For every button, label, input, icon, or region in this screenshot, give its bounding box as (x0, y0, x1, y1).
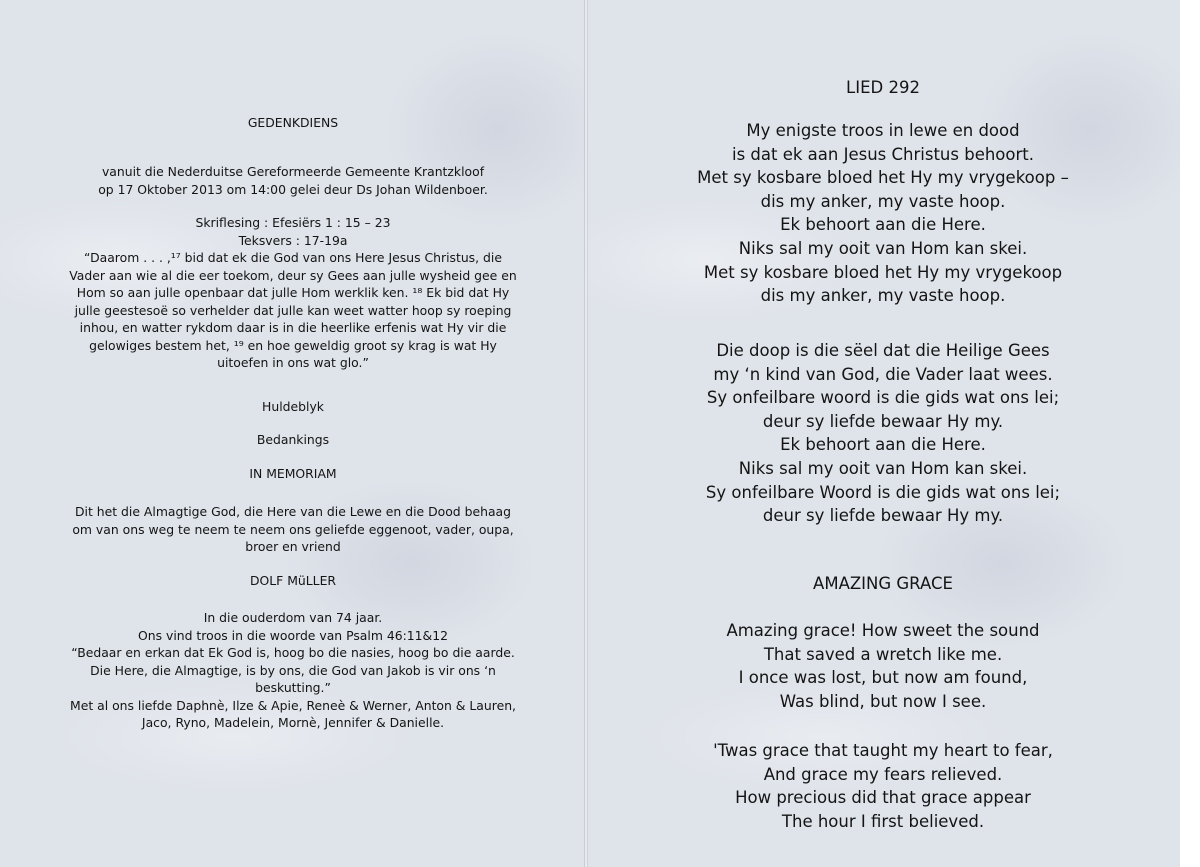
announcement-line: Dit het die Almagtige God, die Here van die Lewe en die Dood behaag (75, 504, 511, 519)
memorial-title: GEDENKDIENS (247, 115, 339, 130)
lyric-line: my ‘n kind van God, die Vader laat wees. (713, 364, 1053, 384)
lyric-line: Met sy kosbare bloed het Hy my vrygekoop (703, 262, 1063, 282)
lyric-line: Amazing grace! How sweet the sound (726, 621, 1040, 640)
tribute-heading: Huldeblyk (262, 399, 324, 414)
closing-line: Die Here, die Almagtige, is by ons, die God van Jakob is vir ons ‘n (90, 662, 496, 678)
lyric-line: Die doop is die sëel dat die Heilige Gees (716, 341, 1050, 360)
memoriam-heading: IN MEMORIAM (249, 466, 337, 481)
scripture-line: Vader aan wie al die eer toekom, deur sy Gees aan julle wysheid gee en (69, 267, 517, 283)
intro-line: vanuit die Nederduitse Gereformeerde Gemeente Krantzkloof (101, 164, 485, 179)
scripture-line: Hom so aan julle openbaar dat julle Hom werklik ken. ¹⁸ Ek bid dat Hy (76, 285, 510, 300)
lyric-line: deur sy liefde bewaar Hy my. (762, 411, 1004, 431)
scripture-line: “Daarom . . . ,¹⁷ bid dat ek die God van ons Here Jesus Christus, die (84, 250, 502, 265)
lyric-line: Sy onfeilbare Woord is die gids wat ons lei; (705, 482, 1061, 502)
text-verse: Teksvers : 17-19a (238, 233, 348, 248)
song2-verse1 (586, 619, 1180, 713)
scripture-line: julle geestesoë so verhelder dat julle kan weet watter hoop sy roeping (74, 302, 512, 318)
lyric-line: Niks sal my ooit van Hom kan skei. (738, 238, 1028, 258)
lyric-line: deur sy liefde bewaar Hy my. (762, 506, 1004, 526)
closing-line: beskutting.” (255, 680, 331, 695)
lyric-line: Met sy kosbare bloed het Hy my vrygekoop – (697, 168, 1069, 188)
lyric-line: My enigste troos in lewe en dood (746, 121, 1020, 140)
memoriam-announcement (0, 503, 586, 556)
closing-words (0, 609, 586, 732)
thanks-heading: Bedankings (256, 432, 330, 447)
song2-verse2 (586, 739, 1180, 833)
lyric-line: Niks sal my ooit van Hom kan skei. (738, 458, 1028, 478)
reading-heading: Skriflesing : Efesiërs 1 : 15 – 23 (195, 215, 391, 230)
lyric-line: That saved a wretch like me. (763, 644, 1003, 664)
announcement-line: om van ons weg te neem te neem ons geliefde eggenoot, vader, oupa, (72, 521, 514, 537)
lyric-line: And grace my fears relieved. (763, 764, 1003, 784)
lyric-line: Ek behoort aan die Here. (780, 215, 986, 235)
lyric-line: dis my anker, my vaste hoop. (760, 191, 1006, 211)
closing-line: Ons vind troos in die woorde van Psalm 46:11&12 (138, 627, 448, 643)
lyric-line: Was blind, but now I see. (779, 691, 987, 711)
lyric-line: Sy onfeilbare woord is die gids wat ons lei; (706, 388, 1060, 408)
closing-line: Jaco, Ryno, Madelein, Mornè, Jennifer & Danielle. (141, 715, 445, 730)
lyric-line: The hour I first believed. (781, 811, 985, 831)
lyric-line: is dat ek aan Jesus Christus behoort. (732, 144, 1034, 164)
lyric-line: How precious did that grace appear (735, 788, 1031, 808)
song2-title: AMAZING GRACE (813, 574, 953, 593)
closing-line: “Bedaar en erkan dat Ek God is, hoog bo die nasies, hoog bo die aarde. (71, 645, 515, 660)
lyric-line: Ek behoort aan die Here. (780, 435, 986, 455)
deceased-name: DOLF MüLLER (249, 573, 337, 588)
lyric-line: I once was lost, but now am found, (738, 668, 1028, 688)
song1-title: LIED 292 (846, 78, 920, 97)
service-intro (0, 163, 586, 198)
scripture-line: gelowiges bestem het, ¹⁹ en hoe geweldig groot sy krag is wat Hy (89, 337, 497, 353)
song1-verse1 (586, 119, 1180, 308)
closing-line: In die ouderdom van 74 jaar. (203, 610, 383, 625)
scripture-passage (0, 249, 586, 372)
intro-line: op 17 Oktober 2013 om 14:00 gelei deur Ds Johan Wildenboer. (98, 181, 488, 197)
scripture-line: inhou, en watter rykdom daar is in die heerlike erfenis wat Hy vir die (79, 320, 507, 335)
closing-line: Met al ons liefde Daphnè, Ilze & Apie, Reneè & Werner, Anton & Lauren, (70, 697, 516, 713)
announcement-line: broer en vriend (245, 539, 341, 554)
song1-verse2 (586, 339, 1180, 528)
lyric-line: 'Twas grace that taught my heart to fear, (713, 741, 1053, 760)
scripture-line: uitoefen in ons wat glo.” (217, 355, 369, 370)
lyric-line: dis my anker, my vaste hoop. (760, 286, 1006, 306)
